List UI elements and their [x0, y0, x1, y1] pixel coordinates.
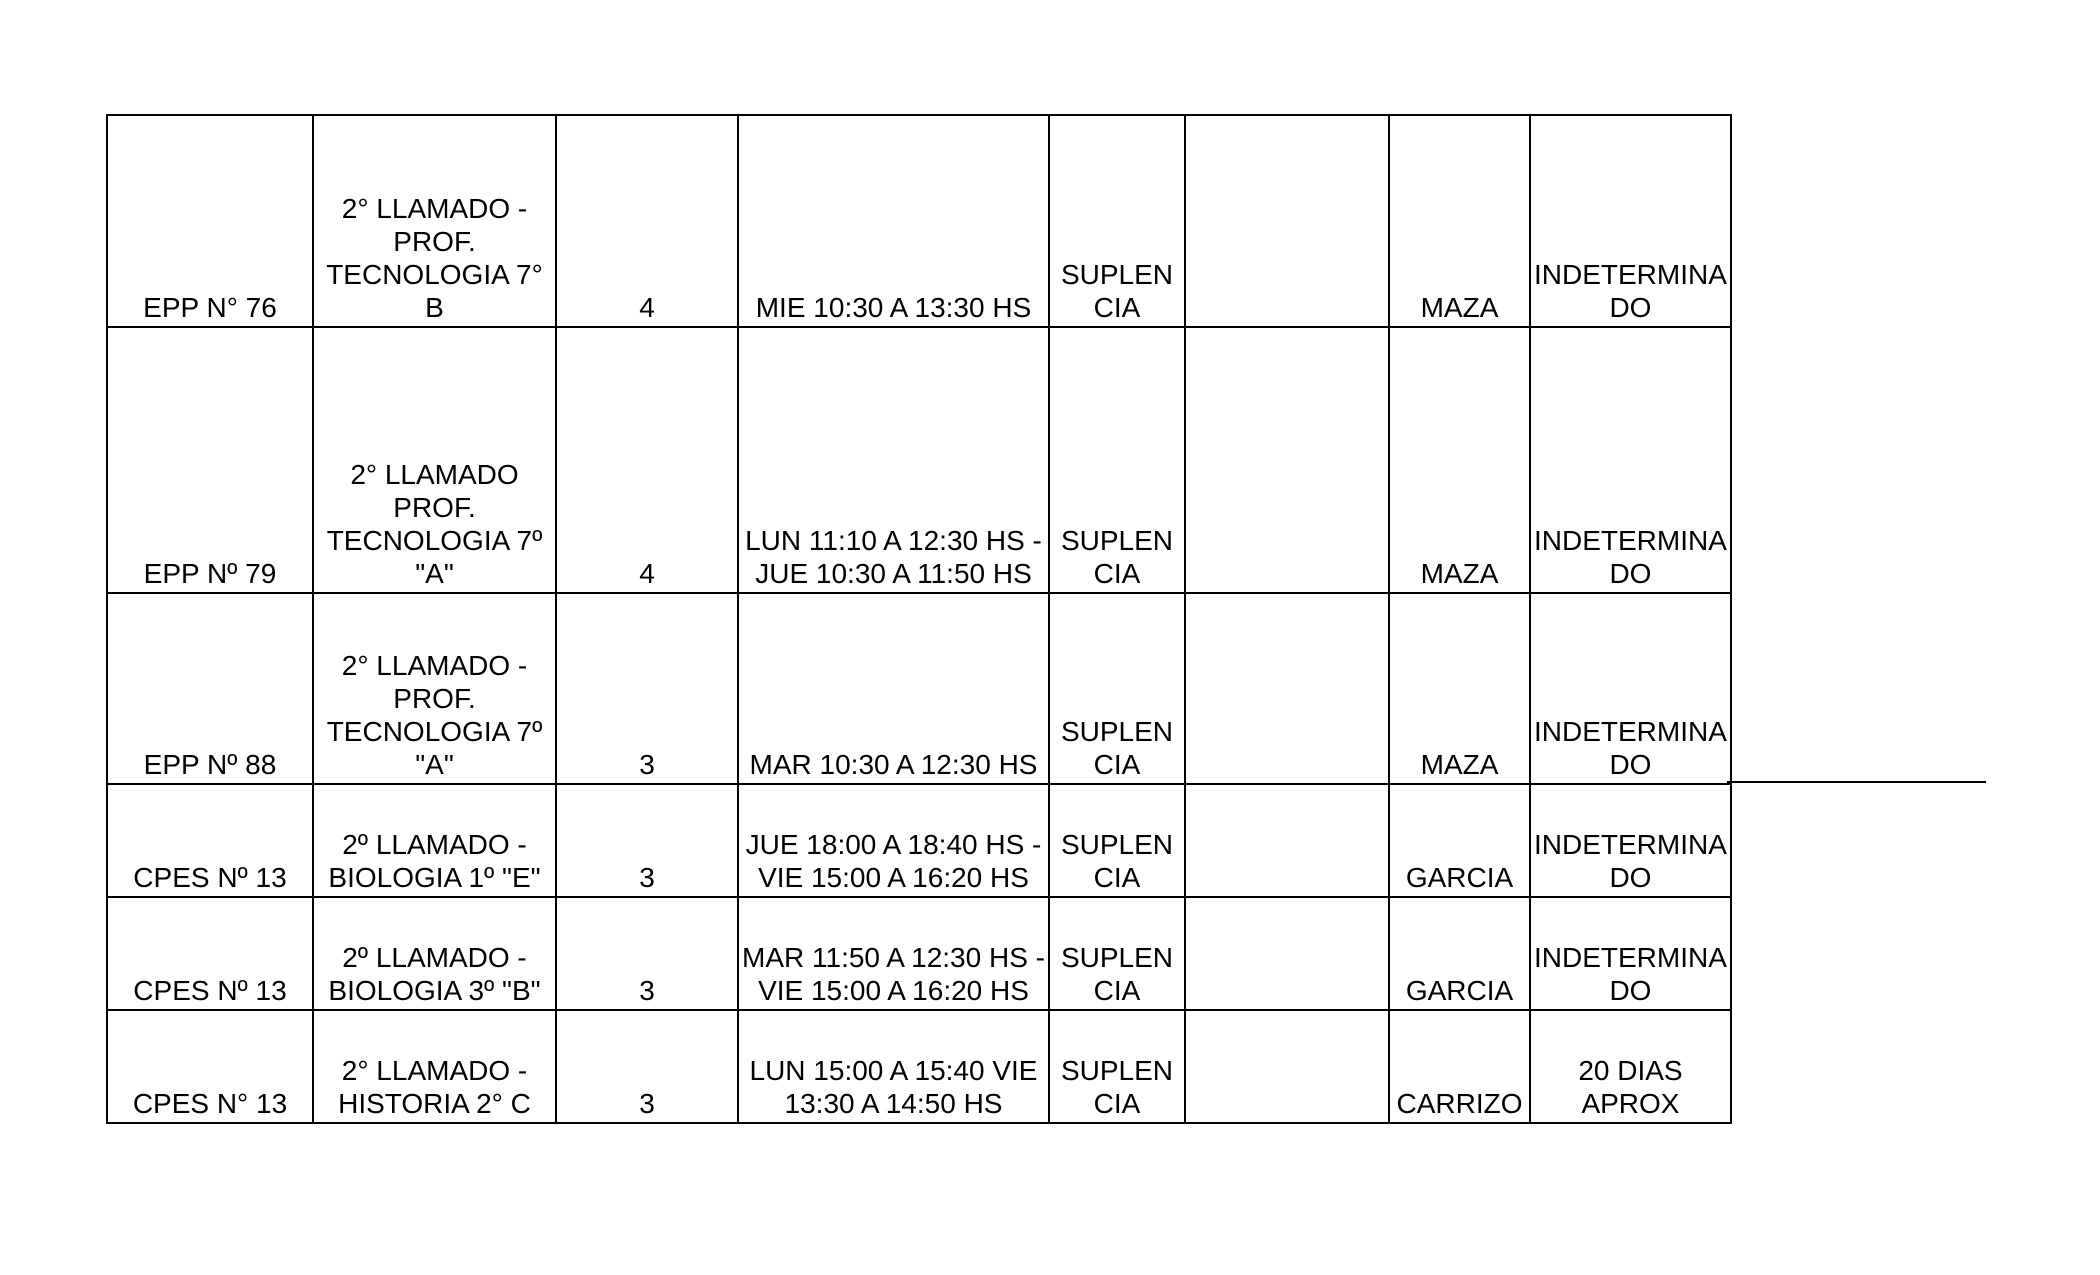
duration-cell: INDETERMINA DO [1530, 327, 1731, 593]
description-cell: 2° LLAMADO - PROF. TECNOLOGIA 7° B [313, 115, 556, 327]
surname-cell: GARCIA [1389, 897, 1530, 1010]
hours-cell: 3 [556, 897, 738, 1010]
description-cell: 2º LLAMADO - BIOLOGIA 1º "E" [313, 784, 556, 897]
school-cell: EPP Nº 88 [107, 593, 313, 784]
description-cell: 2° LLAMADO PROF. TECNOLOGIA 7º "A" [313, 327, 556, 593]
table-row [107, 115, 1731, 327]
surname-cell: MAZA [1389, 593, 1530, 784]
duration-cell: INDETERMINA DO [1530, 897, 1731, 1010]
hours-cell: 3 [556, 1010, 738, 1123]
table-row [107, 897, 1731, 1010]
type-cell: SUPLEN CIA [1049, 115, 1185, 327]
table-row [107, 1010, 1731, 1123]
duration-cell: INDETERMINA DO [1530, 115, 1731, 327]
type-cell: SUPLEN CIA [1049, 1010, 1185, 1123]
schedule-cell: LUN 15:00 A 15:40 VIE 13:30 A 14:50 HS [738, 1010, 1049, 1123]
description-cell: 2º LLAMADO - BIOLOGIA 3º "B" [313, 897, 556, 1010]
hours-cell: 4 [556, 115, 738, 327]
school-cell: CPES N° 13 [107, 1010, 313, 1123]
school-cell: CPES Nº 13 [107, 784, 313, 897]
hours-cell: 3 [556, 593, 738, 784]
blank-cell [1185, 897, 1389, 1010]
type-cell: SUPLEN CIA [1049, 784, 1185, 897]
call-table [106, 114, 1732, 1124]
type-cell: SUPLEN CIA [1049, 327, 1185, 593]
row-divider-extension [1727, 781, 1986, 783]
duration-cell: INDETERMINA DO [1530, 593, 1731, 784]
duration-cell: 20 DIAS APROX [1530, 1010, 1731, 1123]
surname-cell: MAZA [1389, 327, 1530, 593]
surname-cell: GARCIA [1389, 784, 1530, 897]
schedule-cell: MAR 11:50 A 12:30 HS - VIE 15:00 A 16:20 HS [738, 897, 1049, 1010]
blank-cell [1185, 593, 1389, 784]
type-cell: SUPLEN CIA [1049, 593, 1185, 784]
table-row [107, 784, 1731, 897]
surname-cell: MAZA [1389, 115, 1530, 327]
blank-cell [1185, 115, 1389, 327]
school-cell: EPP Nº 79 [107, 327, 313, 593]
description-cell: 2° LLAMADO - PROF. TECNOLOGIA 7º "A" [313, 593, 556, 784]
table-row [107, 327, 1731, 593]
schedule-cell: MAR 10:30 A 12:30 HS [738, 593, 1049, 784]
blank-cell [1185, 327, 1389, 593]
hours-cell: 4 [556, 327, 738, 593]
blank-cell [1185, 784, 1389, 897]
schedule-cell: MIE 10:30 A 13:30 HS [738, 115, 1049, 327]
schedule-cell: LUN 11:10 A 12:30 HS - JUE 10:30 A 11:50 HS [738, 327, 1049, 593]
schedule-cell: JUE 18:00 A 18:40 HS - VIE 15:00 A 16:20 HS [738, 784, 1049, 897]
school-cell: CPES Nº 13 [107, 897, 313, 1010]
duration-cell: INDETERMINA DO [1530, 784, 1731, 897]
type-cell: SUPLEN CIA [1049, 897, 1185, 1010]
school-cell: EPP N° 76 [107, 115, 313, 327]
description-cell: 2° LLAMADO - HISTORIA 2° C [313, 1010, 556, 1123]
hours-cell: 3 [556, 784, 738, 897]
table-row [107, 593, 1731, 784]
blank-cell [1185, 1010, 1389, 1123]
surname-cell: CARRIZO [1389, 1010, 1530, 1123]
